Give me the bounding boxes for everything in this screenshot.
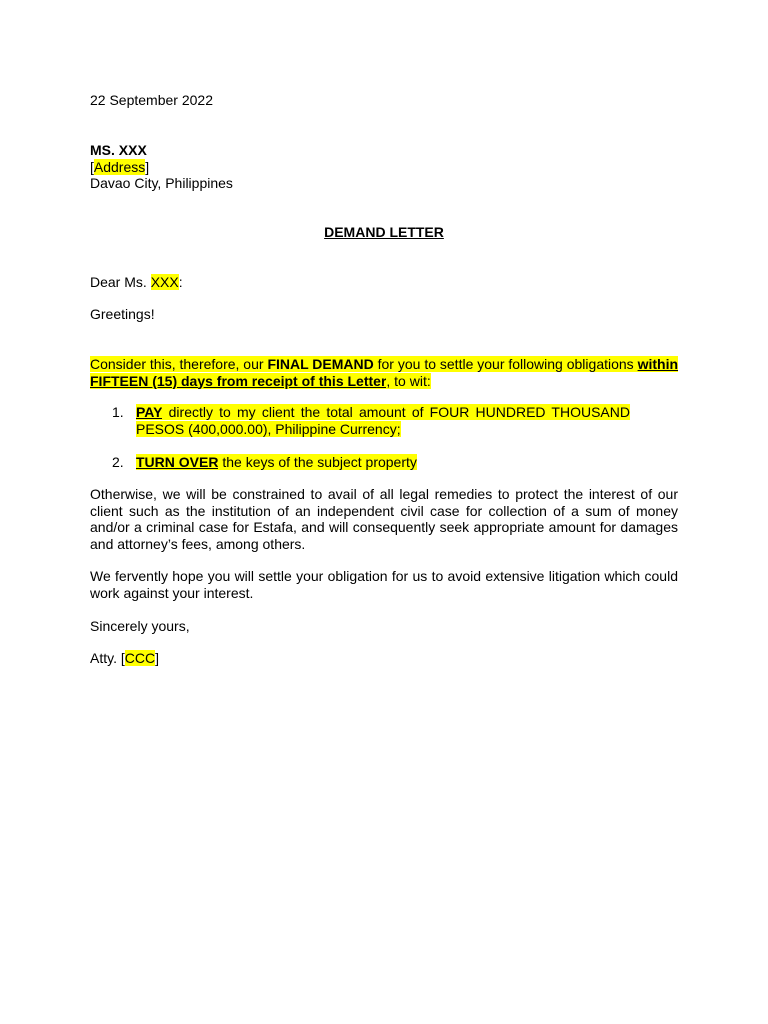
list-item-text: directly to my client the total amount of FOUR HUNDRED THOUSAND PESOS (400,000.00), Philippine Currency; bbox=[136, 404, 630, 437]
recipient-city: Davao City, Philippines bbox=[90, 175, 233, 191]
signature-suffix: ] bbox=[155, 650, 159, 666]
demand-part3: , to wit: bbox=[386, 372, 431, 389]
bracket-close: ] bbox=[145, 158, 150, 175]
recipient-block bbox=[90, 142, 678, 192]
list-item-number: 1. bbox=[112, 404, 124, 420]
signature-prefix: Atty. [ bbox=[90, 650, 125, 666]
salutation-name: XXX bbox=[150, 274, 179, 290]
paragraph-otherwise: Otherwise, we will be constrained to avail of all legal remedies to protect the interest of our client such as the institution of an independent civil case for collection of a sum of money and/or a criminal case for Estafa, and will consequently seek appropriate amount for damages and attorney’s fees, among others. bbox=[90, 486, 678, 552]
letter-date: 22 September 2022 bbox=[90, 92, 213, 108]
list-item bbox=[136, 454, 630, 471]
demand-deadline: within FIFTEEN (15) days from receipt of this Letter bbox=[90, 356, 679, 389]
recipient-name: MS. XXX bbox=[90, 142, 147, 158]
letter-title: DEMAND LETTER bbox=[324, 224, 444, 240]
signature bbox=[90, 650, 678, 667]
final-demand: FINAL DEMAND bbox=[267, 356, 374, 372]
demand-part2: for you to settle your following obligations bbox=[373, 356, 638, 372]
greeting: Greetings! bbox=[90, 306, 155, 322]
list-item-keyword: TURN OVER bbox=[136, 454, 219, 470]
paragraph-hope: We fervently hope you will settle your obligation for us to avoid extensive litigation which could work against your interest. bbox=[90, 568, 678, 601]
demand-part1: Consider this, therefore, our bbox=[90, 356, 268, 372]
list-item-number: 2. bbox=[112, 454, 124, 470]
address-placeholder: Address bbox=[93, 158, 146, 175]
signature-name: CCC bbox=[124, 650, 156, 666]
demand-paragraph bbox=[90, 356, 678, 389]
recipient-address bbox=[90, 159, 678, 176]
salutation-prefix: Dear Ms. bbox=[90, 274, 151, 290]
list-item-text: the keys of the subject property bbox=[218, 454, 417, 470]
list-item-keyword: PAY bbox=[136, 404, 163, 420]
closing: Sincerely yours, bbox=[90, 618, 190, 634]
list-item bbox=[136, 404, 630, 437]
salutation-suffix: : bbox=[178, 274, 183, 290]
bracket-open: [ bbox=[90, 158, 94, 175]
salutation bbox=[90, 274, 678, 291]
